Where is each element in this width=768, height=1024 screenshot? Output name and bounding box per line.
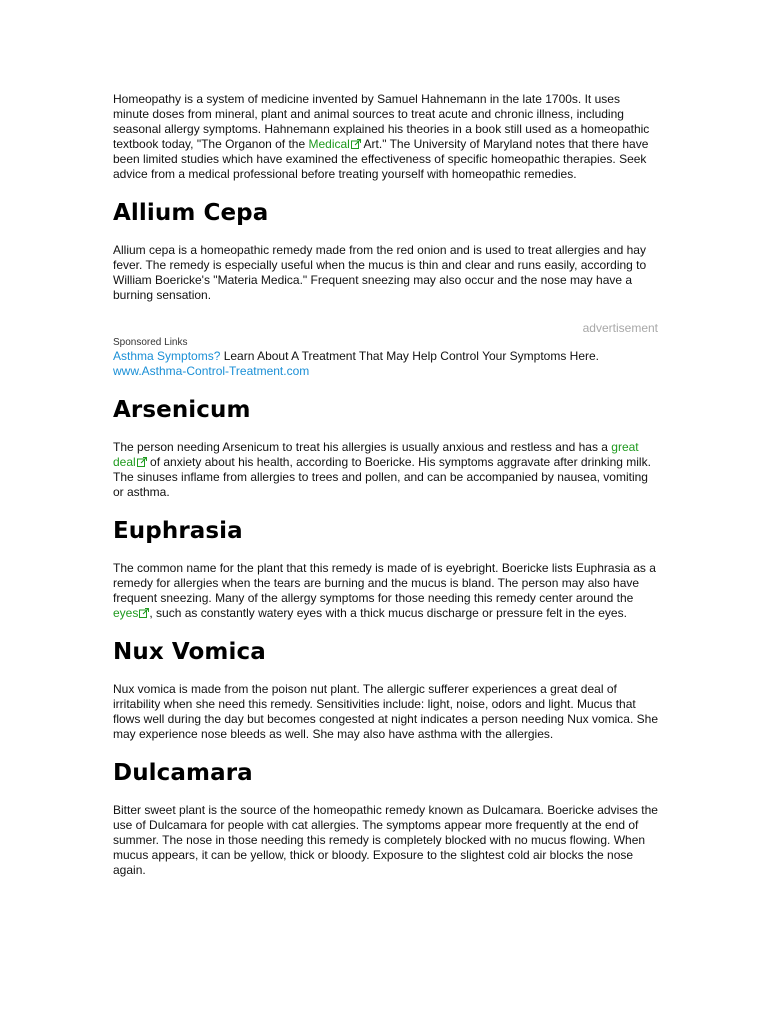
nux-vomica-paragraph: Nux vomica is made from the poison nut plant. The allergic sufferer experiences a great deal of irritability when she need this remedy. Sensitivities include: light, noise, odors and light. Mucus that flows well during the day but becomes congested at night indicates a person needing Nux vomica. She may experience nose bleeds as well. She may also have asthma with the allergies.: [113, 682, 658, 741]
intro-text-part2: Art." The University of Maryland notes that there have been limited studies which have examined the effectiveness of specific homeopathic therapies. Seek advice from a medical professional before treating yourself with homeopathic remedies.: [113, 137, 649, 181]
sponsored-ad: [113, 349, 658, 364]
sponsored-links-title: Sponsored Links: [113, 337, 188, 348]
heading-allium-cepa: Allium Cepa: [113, 200, 269, 226]
allium-cepa-paragraph: Allium cepa is a homeopathic remedy made from the red onion and is used to treat allergies and hay fever. The remedy is especially useful when the mucus is thin and clear and runs easily, according to William Boericke's "Materia Medica." Frequent sneezing may also occur and the nose may have a burning sensation.: [113, 243, 647, 302]
advertisement-label: advertisement: [582, 321, 658, 335]
euphrasia-text-part2: , such as constantly watery eyes with a thick mucus discharge or pressure felt in the eyes.: [149, 606, 627, 620]
link-eyes[interactable]: [113, 606, 149, 620]
euphrasia-paragraph: [113, 561, 658, 621]
euphrasia-text-part1: The common name for the plant that this remedy is made of is eyebright. Boericke lists Euphrasia as a remedy for allergies when the tears are burning and the mucus is bland. The person may also have frequent sneezing. Many of the allergy symptoms for those needing this remedy center around the: [113, 561, 656, 605]
heading-euphrasia: Euphrasia: [113, 518, 243, 544]
link-great-deal-label: great deal: [113, 440, 639, 469]
link-medical[interactable]: [309, 137, 361, 151]
link-eyes-label: eyes: [113, 606, 139, 620]
arsenicum-paragraph: [113, 440, 658, 500]
article-content: [113, 92, 658, 878]
heading-arsenicum: Arsenicum: [113, 397, 251, 423]
external-link-icon: [139, 608, 149, 618]
ad-headline-link[interactable]: Asthma Symptoms?: [113, 349, 221, 363]
heading-dulcamara: Dulcamara: [113, 760, 253, 786]
dulcamara-paragraph: Bitter sweet plant is the source of the homeopathic remedy known as Dulcamara. Boericke advises the use of Dulcamara for people with cat allergies. The symptoms appear more frequently at the end of summer. The nose in those needing this remedy is completely blocked with no mucus flowing. When mucus appears, it can be yellow, thick or bloody. Exposure to the slightest cold air blocks the nose again.: [113, 803, 658, 877]
ad-description: Learn About A Treatment That May Help Control Your Symptoms Here.: [220, 349, 600, 363]
intro-text-part1: Homeopathy is a system of medicine invented by Samuel Hahnemann in the late 1700s. It uses minute doses from mineral, plant and animal sources to treat acute and chronic illness, including seasonal allergy symptoms. Hahnemann explained his theories in a book still used as a homeopathic textbook today, "The Organon of the: [113, 92, 650, 151]
arsenicum-text-part1: The person needing Arsenicum to treat his allergies is usually anxious and restless and has a: [113, 440, 612, 454]
heading-nux-vomica: Nux Vomica: [113, 639, 266, 665]
intro-paragraph: [113, 92, 658, 182]
link-medical-label: Medical: [308, 137, 350, 151]
ad-url-link[interactable]: www.Asthma-Control-Treatment.com: [113, 364, 310, 378]
arsenicum-text-part2: of anxiety about his health, according to Boericke. His symptoms aggravate after drinking milk. The sinuses inflame from allergies to trees and pollen, and can be accompanied by nausea, vomiting or asthma.: [113, 455, 651, 499]
external-link-icon: [351, 139, 361, 149]
external-link-icon: [137, 457, 147, 467]
